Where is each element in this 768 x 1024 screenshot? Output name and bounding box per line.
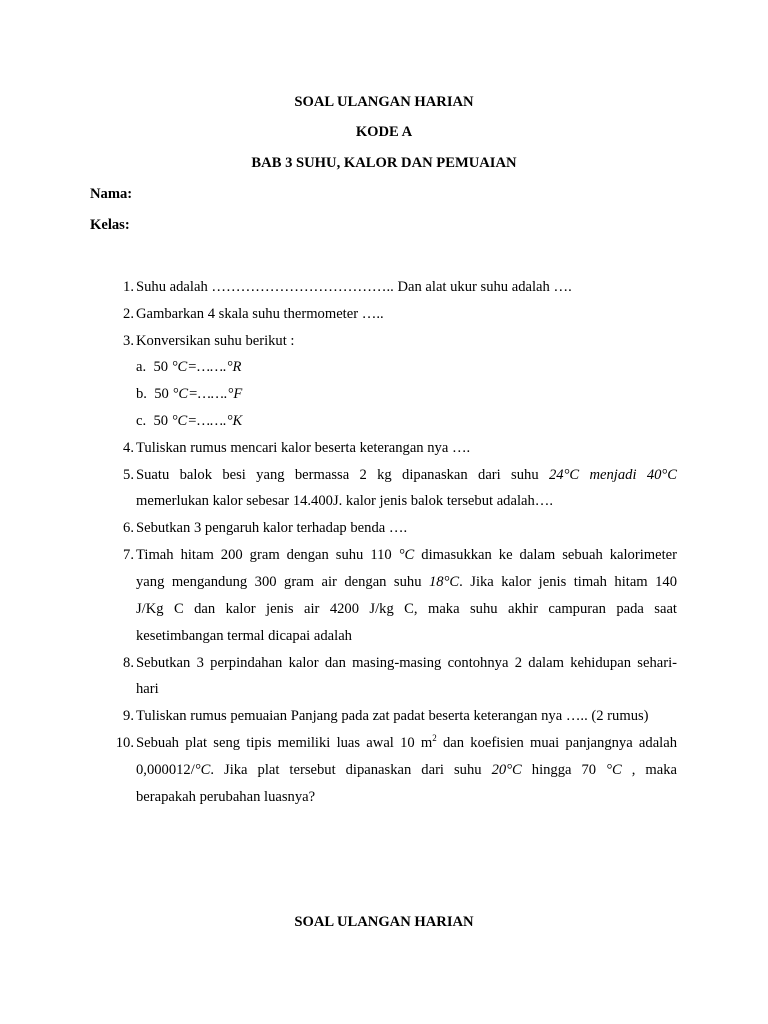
question-number: 2.	[123, 306, 134, 322]
conversion-item-c	[136, 413, 242, 430]
question-number: 3.	[123, 333, 134, 349]
question-2-text: Gambarkan 4 skala suhu thermometer …..	[136, 306, 384, 322]
question-5-line-1	[136, 467, 677, 484]
item-unit: °C=…….°R	[171, 359, 242, 375]
item-value: 50	[154, 386, 173, 402]
question-10-text-part: dan koefisien muai panjangnya adalah	[436, 735, 677, 751]
document-chapter: BAB 3 SUHU, KALOR DAN PEMUAIAN	[251, 155, 517, 171]
item-value: 50	[153, 359, 172, 375]
document-title: SOAL ULANGAN HARIAN	[294, 94, 474, 110]
question-7-text-part: . Jika kalor jenis timah hitam 140	[459, 574, 677, 590]
question-number: 7.	[123, 547, 134, 563]
conversion-item-a	[136, 359, 241, 376]
question-10-line-2	[136, 762, 677, 779]
question-number: 9.	[123, 708, 134, 724]
document-code: KODE A	[355, 124, 413, 140]
question-10-text-part: , maka	[631, 762, 677, 778]
item-letter: a.	[136, 359, 147, 375]
temperature-unit: °C	[194, 762, 211, 778]
question-10-text-part: 0,000012/	[136, 762, 195, 778]
question-7-text-part: yang mengandung 300 gram air dengan suhu	[136, 574, 422, 590]
question-9-text: Tuliskan rumus pemuaian Panjang pada zat padat beserta keterangan nya ….. (2 rumus)	[136, 708, 649, 724]
question-number: 5.	[123, 467, 134, 483]
question-8-line-1: Sebutkan 3 perpindahan kalor dan masing-masing contohnya 2 dalam kehidupan sehari-	[136, 655, 677, 671]
item-letter: b.	[136, 386, 147, 402]
class-field-label: Kelas:	[90, 217, 130, 233]
question-10-text-part: hingga 70	[531, 762, 597, 778]
question-7-line-2	[136, 574, 677, 591]
temperature-unit: °C	[398, 547, 415, 563]
question-number: 8.	[123, 655, 134, 671]
question-10-line-3: berapakah perubahan luasnya?	[136, 789, 316, 805]
question-10-text-part: Sebuah plat seng tipis memiliki luas awal 10 m	[136, 735, 433, 751]
question-6-text: Sebutkan 3 pengaruh kalor terhadap benda ….	[136, 520, 408, 536]
question-5-text-part: Suatu balok besi yang bermassa 2 kg dipanaskan dari suhu	[136, 467, 539, 483]
item-unit: °C=…….°F	[172, 386, 243, 402]
item-value: 50	[153, 413, 172, 429]
question-3-text: Konversikan suhu berikut :	[136, 333, 295, 349]
question-number: 4.	[123, 440, 134, 456]
question-10-text-part: . Jika plat tersebut dipanaskan dari suhu	[210, 762, 482, 778]
temperature-unit: °C	[606, 762, 622, 778]
question-10-line-1	[136, 735, 677, 752]
question-7-line-1	[136, 547, 677, 564]
question-number: 1.	[123, 279, 134, 295]
question-1-text: Suhu adalah ……………………………….. Dan alat ukur suhu adalah ….	[136, 279, 572, 295]
temperature-range: 24°C menjadi 40°C	[548, 467, 677, 483]
item-unit: °C=…….°K	[171, 413, 243, 429]
item-letter: c.	[136, 413, 147, 429]
question-5-line-2: memerlukan kalor sebesar 14.400J. kalor jenis balok tersebut adalah….	[136, 493, 554, 509]
name-field-label: Nama:	[90, 186, 133, 202]
exponent: 2	[432, 733, 437, 743]
question-number: 10.	[115, 735, 134, 751]
question-7-text-part: Timah hitam 200 gram dengan suhu 110	[136, 547, 392, 563]
question-8-line-2: hari	[136, 681, 159, 697]
question-number: 6.	[123, 520, 134, 536]
question-7-text-part: dimasukkan ke dalam sebuah kalorimeter	[421, 547, 677, 563]
temperature-unit: 20°C	[491, 762, 522, 778]
question-4-text: Tuliskan rumus mencari kalor beserta keterangan nya ….	[136, 440, 471, 456]
conversion-item-b	[136, 386, 242, 403]
next-page-title: SOAL ULANGAN HARIAN	[294, 914, 474, 930]
temperature-unit: 18°C	[428, 574, 460, 590]
question-7-line-3: J/Kg C dan kalor jenis air 4200 J/kg C, maka suhu akhir campuran pada saat	[136, 601, 677, 617]
question-7-line-4: kesetimbangan termal dicapai adalah	[136, 628, 352, 644]
